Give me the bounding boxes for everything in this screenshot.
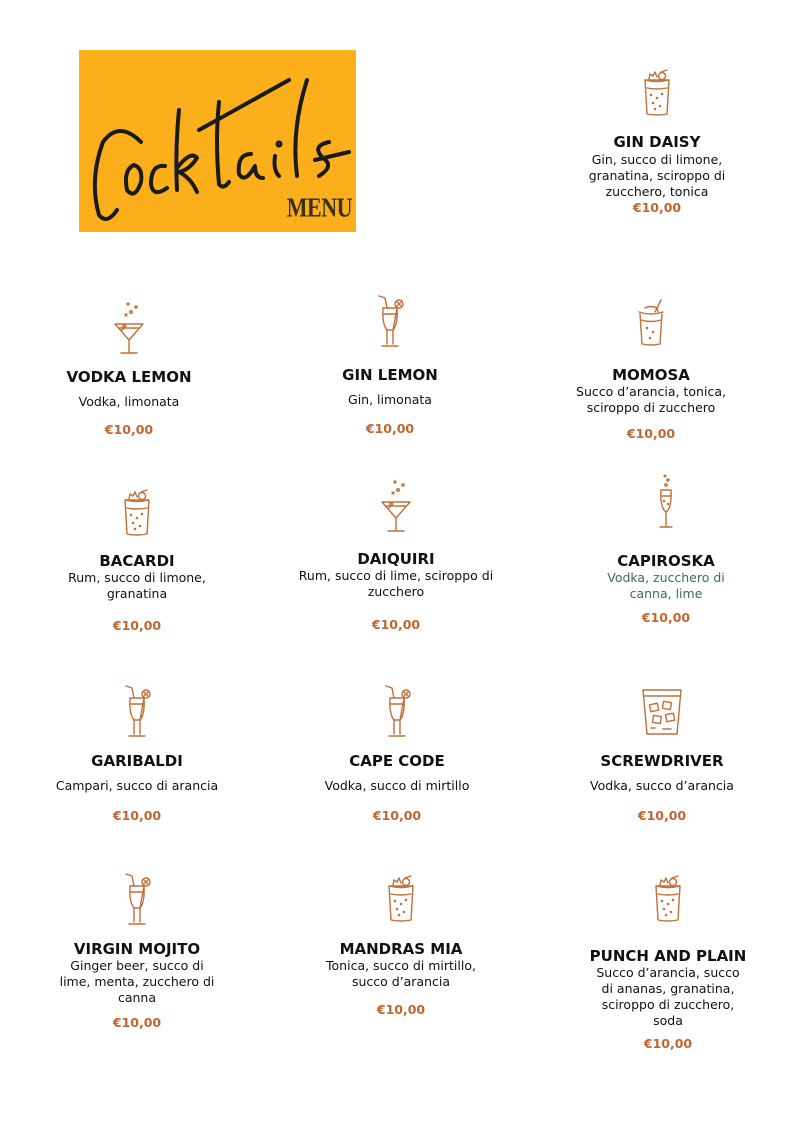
item-price: €10,00 — [632, 200, 682, 215]
item-name: MANDRAS MIA — [339, 940, 463, 958]
martini-icon — [109, 300, 149, 356]
item-price: €10,00 — [104, 422, 154, 437]
item-price: €10,00 — [643, 1036, 693, 1051]
martini-icon — [376, 478, 416, 534]
item-name: VIRGIN MOJITO — [73, 940, 201, 958]
item-description: Gin, limonata — [348, 392, 432, 407]
menu-item-garibaldi — [37, 684, 237, 823]
item-name: MOMOSA — [612, 366, 690, 384]
item-price: €10,00 — [637, 808, 687, 823]
item-price: €10,00 — [365, 421, 415, 436]
highball-icon — [370, 294, 410, 350]
item-name: DAIQUIRI — [357, 550, 435, 568]
ice-glass-icon — [637, 684, 687, 738]
item-description: Tonica, succo di mirtillo, succo d’arancia — [326, 958, 476, 989]
menu-item-cape-code — [297, 684, 497, 823]
glass-icon — [117, 488, 157, 538]
menu-item-virgin-mojito — [37, 872, 237, 1030]
highball-icon — [117, 684, 157, 740]
item-description: Campari, succo di arancia — [55, 778, 219, 793]
item-description: Rum, succo di limone, granatina — [68, 570, 206, 601]
menu-item-gin-lemon — [290, 294, 490, 436]
menu-item-momosa — [551, 298, 751, 441]
item-name: CAPIROSKA — [617, 552, 715, 570]
item-name: VODKA LEMON — [66, 368, 192, 386]
item-name: SCREWDRIVER — [600, 752, 724, 770]
highball-icon — [377, 684, 417, 740]
item-price: €10,00 — [626, 426, 676, 441]
item-name: GARIBALDI — [91, 752, 183, 770]
item-name: BACARDI — [99, 552, 175, 570]
glass-straw-icon — [631, 298, 671, 348]
item-description: Rum, succo di lime, sciroppo di zucchero — [298, 568, 494, 599]
item-description: Succo d’arancia, succo di ananas, granatina, sciroppo di zucchero, soda — [596, 965, 740, 1028]
item-name: GIN DAISY — [613, 133, 701, 151]
menu-item-gin-daisy — [557, 68, 757, 215]
highball-icon — [117, 872, 157, 928]
item-price: €10,00 — [372, 808, 422, 823]
menu-item-bacardi — [37, 488, 237, 633]
menu-item-screwdriver — [562, 684, 762, 823]
item-name: GIN LEMON — [342, 366, 438, 384]
glass-icon — [648, 874, 688, 924]
item-price: €10,00 — [641, 610, 691, 625]
item-description: Vodka, succo d’arancia — [590, 778, 734, 793]
item-description: Ginger beer, succo di lime, menta, zucchero di canna — [59, 958, 215, 1005]
item-price: €10,00 — [376, 1002, 426, 1017]
item-name: PUNCH AND PLAIN — [589, 947, 747, 965]
item-name: CAPE CODE — [349, 752, 445, 770]
item-description: Vodka, limonata — [78, 394, 180, 409]
item-price: €10,00 — [371, 617, 421, 632]
item-description: Vodka, zucchero di canna, lime — [607, 570, 725, 601]
item-price: €10,00 — [112, 618, 162, 633]
flute-icon — [646, 474, 686, 530]
item-description: Vodka, succo di mirtillo — [324, 778, 470, 793]
menu-label: MENU — [286, 191, 352, 223]
menu-item-punch-and-plain — [568, 874, 768, 1051]
menu-item-vodka-lemon — [29, 300, 229, 437]
item-price: €10,00 — [112, 808, 162, 823]
menu-item-mandras-mia — [301, 874, 501, 1017]
item-price: €10,00 — [112, 1015, 162, 1030]
cocktails-logo — [79, 50, 356, 232]
item-description: Succo d’arancia, tonica, sciroppo di zucchero — [576, 384, 726, 415]
glass-icon — [637, 68, 677, 118]
menu-item-daiquiri — [296, 478, 496, 632]
menu-item-capiroska — [566, 474, 766, 625]
glass-icon — [381, 874, 421, 924]
item-description: Gin, succo di limone, granatina, sciroppo di zucchero, tonica — [588, 152, 726, 199]
